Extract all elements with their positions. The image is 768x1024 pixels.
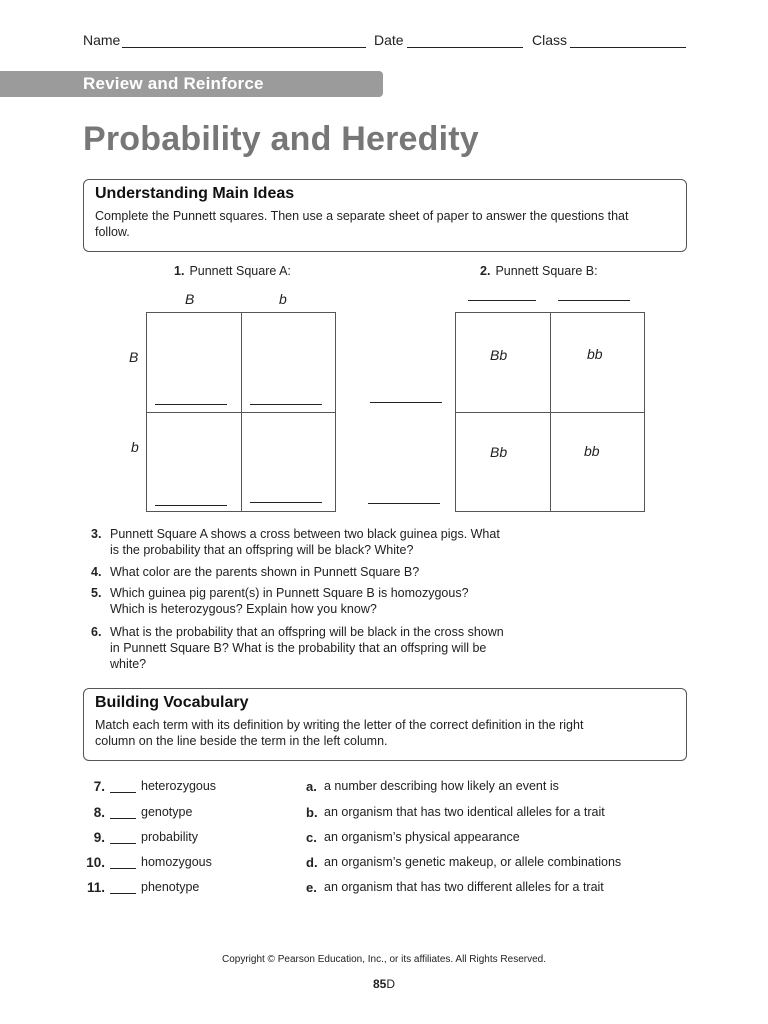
punnett-b-label xyxy=(480,264,598,278)
term-11-number: 11. xyxy=(86,880,105,895)
punnett-square-a xyxy=(146,312,336,512)
vocab-row-4 xyxy=(0,855,768,873)
question-3-number: 3. xyxy=(91,527,102,541)
question-3-text: Punnett Square A shows a cross between two black guinea pigs. What is the probability that an offspring will be black? White? xyxy=(110,527,500,557)
date-field[interactable] xyxy=(407,47,523,48)
punnett-b-cell-3: Bb xyxy=(490,444,508,460)
definition-b-letter: b. xyxy=(306,805,318,820)
term-8-answer-blank[interactable] xyxy=(110,818,136,819)
punnett-b-side-allele-1-blank[interactable] xyxy=(370,402,442,403)
definition-d-text: an organism’s genetic makeup, or allele combinations xyxy=(324,855,622,869)
page-title: Probability and Heredity xyxy=(83,120,479,158)
punnett-b-cell-4: bb xyxy=(584,443,600,459)
vocab-row-2 xyxy=(0,805,768,823)
date-label: Date xyxy=(374,32,404,48)
punnett-square-b xyxy=(455,312,645,512)
page-number xyxy=(0,977,768,991)
punnett-b-cell-2: bb xyxy=(587,346,603,362)
punnett-a-text: Punnett Square A: xyxy=(189,264,291,278)
definition-a-text: a number describing how likely an event is xyxy=(324,779,559,793)
definition-a-letter: a. xyxy=(306,779,317,794)
definition-c-text: an organism’s physical appearance xyxy=(324,830,520,844)
term-10-number: 10. xyxy=(86,855,105,870)
vocab-heading: Building Vocabulary xyxy=(95,694,249,711)
main-ideas-heading: Understanding Main Ideas xyxy=(95,185,295,202)
punnett-a-cell-1-blank[interactable] xyxy=(155,404,227,405)
definition-e-text: an organism that has two different alleles for a trait xyxy=(324,880,604,894)
term-10-text: homozygous xyxy=(141,855,212,869)
copyright-notice: Copyright © Pearson Education, Inc., or its affiliates. All Rights Reserved. xyxy=(221,954,546,965)
question-5-text: Which guinea pig parent(s) in Punnett Square B is homozygous? Which is heterozygous? Explain how you know? xyxy=(110,586,469,616)
page-number-suffix: D xyxy=(386,977,396,991)
definition-d-letter: d. xyxy=(306,855,318,870)
question-6-text: What is the probability that an offspring will be black in the cross shown in Punnett Square B? What is the probability that an offspring will be white? xyxy=(110,625,504,671)
punnett-a-number: 1. xyxy=(174,264,185,278)
term-7-number: 7. xyxy=(93,779,105,794)
vocab-box xyxy=(83,688,687,761)
class-label: Class xyxy=(532,32,568,48)
definition-c-letter: c. xyxy=(306,830,317,845)
punnett-a-cell-3-blank[interactable] xyxy=(155,505,227,506)
term-11-text: phenotype xyxy=(141,880,200,894)
question-4-number: 4. xyxy=(91,565,102,579)
punnett-a-top-allele-2: b xyxy=(279,291,287,307)
term-9-text: probability xyxy=(141,830,198,844)
name-label: Name xyxy=(83,32,121,48)
punnett-b-number: 2. xyxy=(480,264,491,278)
term-9-number: 9. xyxy=(93,830,105,845)
name-field[interactable] xyxy=(122,47,366,48)
punnett-a-top-allele-1: B xyxy=(185,291,195,307)
question-4-text: What color are the parents shown in Punnett Square B? xyxy=(110,565,420,579)
term-11-answer-blank[interactable] xyxy=(110,893,136,894)
punnett-b-cell-1: Bb xyxy=(490,347,508,363)
vocab-instructions: Match each term with its definition by writing the letter of the correct definition in the right column on the line beside the term in the left column. xyxy=(95,718,584,748)
punnett-a-label xyxy=(174,264,291,278)
punnett-b-top-allele-2-blank[interactable] xyxy=(558,300,630,301)
definition-b-text: an organism that has two identical alleles for a trait xyxy=(324,805,605,819)
vocab-row-1 xyxy=(0,779,768,797)
punnett-a-cell-4-blank[interactable] xyxy=(250,502,322,503)
punnett-a-side-allele-2: b xyxy=(131,439,139,455)
term-8-text: genotype xyxy=(141,805,193,819)
term-9-answer-blank[interactable] xyxy=(110,843,136,844)
main-ideas-instructions: Complete the Punnett squares. Then use a separate sheet of paper to answer the questions that follow. xyxy=(95,209,629,239)
punnett-a-cell-2-blank[interactable] xyxy=(250,404,322,405)
vocab-row-5 xyxy=(0,880,768,898)
question-5-number: 5. xyxy=(91,586,102,600)
term-10-answer-blank[interactable] xyxy=(110,868,136,869)
punnett-b-side-allele-2-blank[interactable] xyxy=(368,503,440,504)
main-ideas-box xyxy=(83,179,687,252)
punnett-b-text: Punnett Square B: xyxy=(495,264,598,278)
term-8-number: 8. xyxy=(93,805,105,820)
term-7-answer-blank[interactable] xyxy=(110,792,136,793)
page-number-value: 85 xyxy=(372,977,387,991)
term-7-text: heterozygous xyxy=(141,779,217,793)
definition-e-letter: e. xyxy=(306,880,317,895)
question-6-number: 6. xyxy=(91,625,102,639)
punnett-b-top-allele-1-blank[interactable] xyxy=(468,300,536,301)
class-field[interactable] xyxy=(570,47,686,48)
banner-text: Review and Reinforce xyxy=(83,74,264,93)
punnett-a-side-allele-1: B xyxy=(129,349,139,365)
vocab-row-3 xyxy=(0,830,768,848)
